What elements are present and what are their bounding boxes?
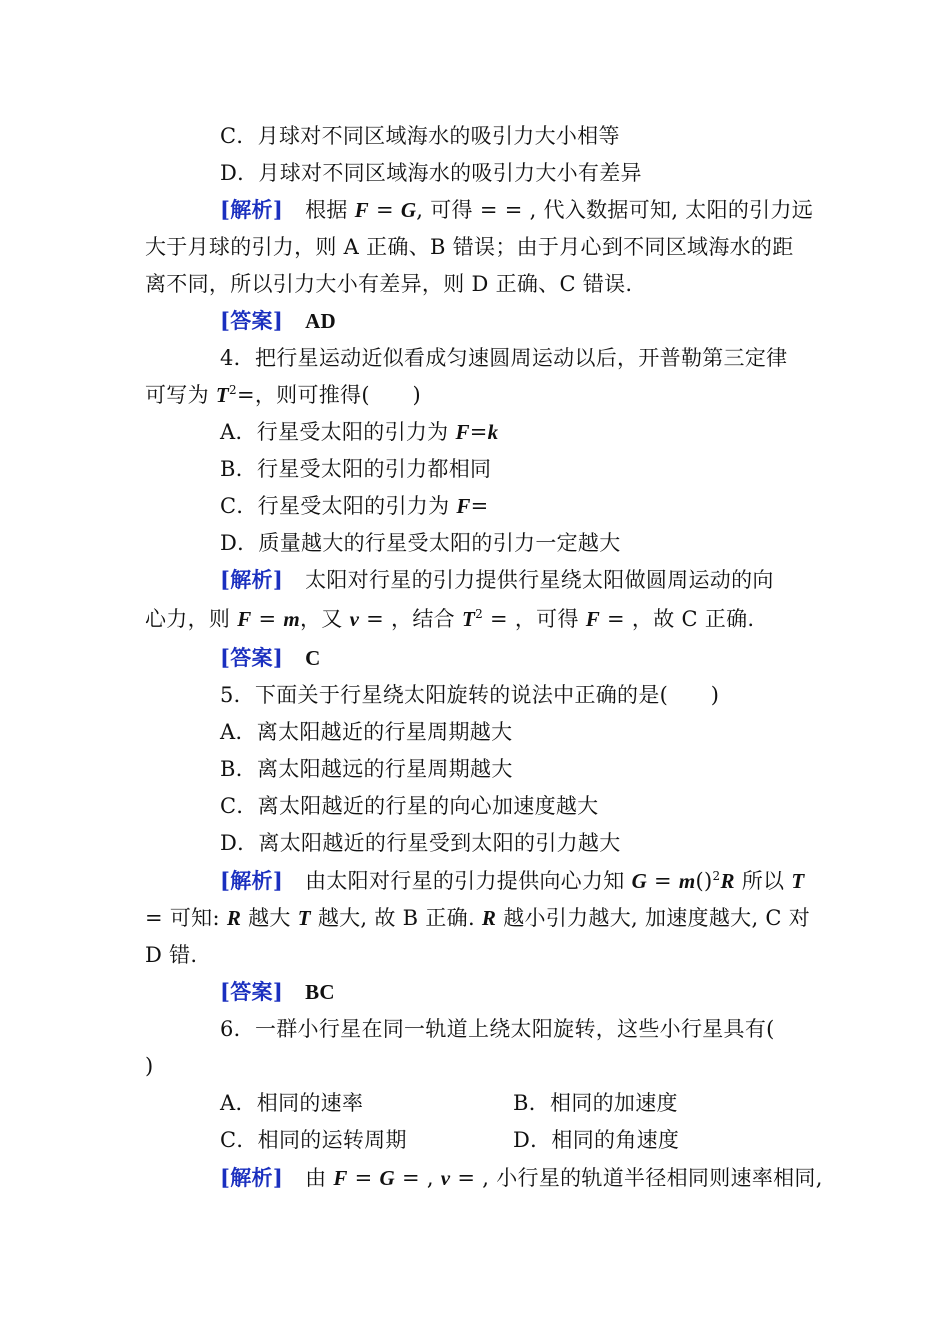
option-c-q5: C．离太阳越近的行星的向心加速度越大	[220, 794, 599, 818]
analysis-q4-line1: [解析] 太阳对行星的引力提供行星绕太阳做圆周运动的向	[220, 567, 774, 592]
question-5: 5．下面关于行星绕太阳旋转的说法中正确的是( )	[220, 683, 720, 707]
analysis-q3-line3: 离不同，所以引力大小有差异，则 D 正确、C 错误.	[145, 272, 633, 296]
answer-tag: [答案]	[220, 308, 284, 333]
analysis-q3-line2: 大于月球的引力，则 A 正确、B 错误；由于月心到不同区域海水的距	[145, 235, 794, 259]
analysis-tag: [解析]	[220, 197, 284, 222]
option-b-q6: B．相同的加速度	[513, 1091, 678, 1115]
analysis-tag: [解析]	[220, 1165, 284, 1190]
analysis-tag: [解析]	[220, 567, 284, 592]
analysis-q5-line2: = 可知: R 越大 T 越大, 故 B 正确. R 越小引力越大, 加速度越大, C 对	[145, 906, 811, 930]
analysis-q5-line1: [解析] 由太阳对行星的引力提供向心力知 G = m()$^2$R 所以 T	[220, 868, 805, 893]
question-4-line2: 可写为 $T^2=$，则可推得( )	[145, 383, 421, 407]
option-b-q4: B．行星受太阳的引力都相同	[220, 457, 492, 481]
answer-q4: [答案] C	[220, 645, 321, 670]
option-a-q6: A．相同的速率	[220, 1091, 364, 1115]
option-d-q4: D．质量越大的行星受太阳的引力一定越大	[220, 531, 621, 555]
answer-q3: [答案] AD	[220, 308, 337, 333]
option-d-q5: D．离太阳越近的行星受到太阳的引力越大	[220, 831, 621, 855]
options-row-q6-1	[220, 1088, 885, 1118]
option-c-q6: C．相同的运转周期	[220, 1128, 407, 1152]
analysis-q4-line2: 心力，则 F = m，又 v = ，结合 $T^2$ = ，可得 F = ，故 C 正确.	[145, 607, 755, 631]
option-a-q5: A．离太阳越近的行星周期越大	[220, 720, 513, 744]
option-c-q3: C．月球对不同区域海水的吸引力大小相等	[220, 124, 620, 148]
question-6-line1: 6．一群小行星在同一轨道上绕太阳旋转，这些小行星具有(	[220, 1017, 775, 1041]
option-d-q3: D．月球对不同区域海水的吸引力大小有差异	[220, 161, 642, 185]
analysis-q5-line3: D 错.	[145, 943, 198, 967]
answer-q5: [答案] BC	[220, 979, 335, 1004]
answer-tag: [答案]	[220, 645, 284, 670]
question-6-line2: )	[145, 1054, 154, 1078]
options-row-q6-2	[220, 1125, 885, 1155]
question-4-line1: 4．把行星运动近似看成匀速圆周运动以后，开普勒第三定律	[220, 346, 788, 370]
answer-tag: [答案]	[220, 979, 284, 1004]
option-c-q4: C．行星受太阳的引力为 F=	[220, 494, 489, 518]
option-a-q4: A．行星受太阳的引力为 F=k	[220, 420, 499, 444]
analysis-q6-line1: [解析] 由 F = G = , v = , 小行星的轨道半径相同则速率相同,	[220, 1165, 823, 1190]
analysis-q3-line1: [解析] 根据 F = G, 可得 = = , 代入数据可知, 太阳的引力远	[220, 197, 814, 222]
option-b-q5: B．离太阳越远的行星周期越大	[220, 757, 513, 781]
option-d-q6: D．相同的角速度	[513, 1128, 680, 1152]
analysis-tag: [解析]	[220, 868, 284, 893]
